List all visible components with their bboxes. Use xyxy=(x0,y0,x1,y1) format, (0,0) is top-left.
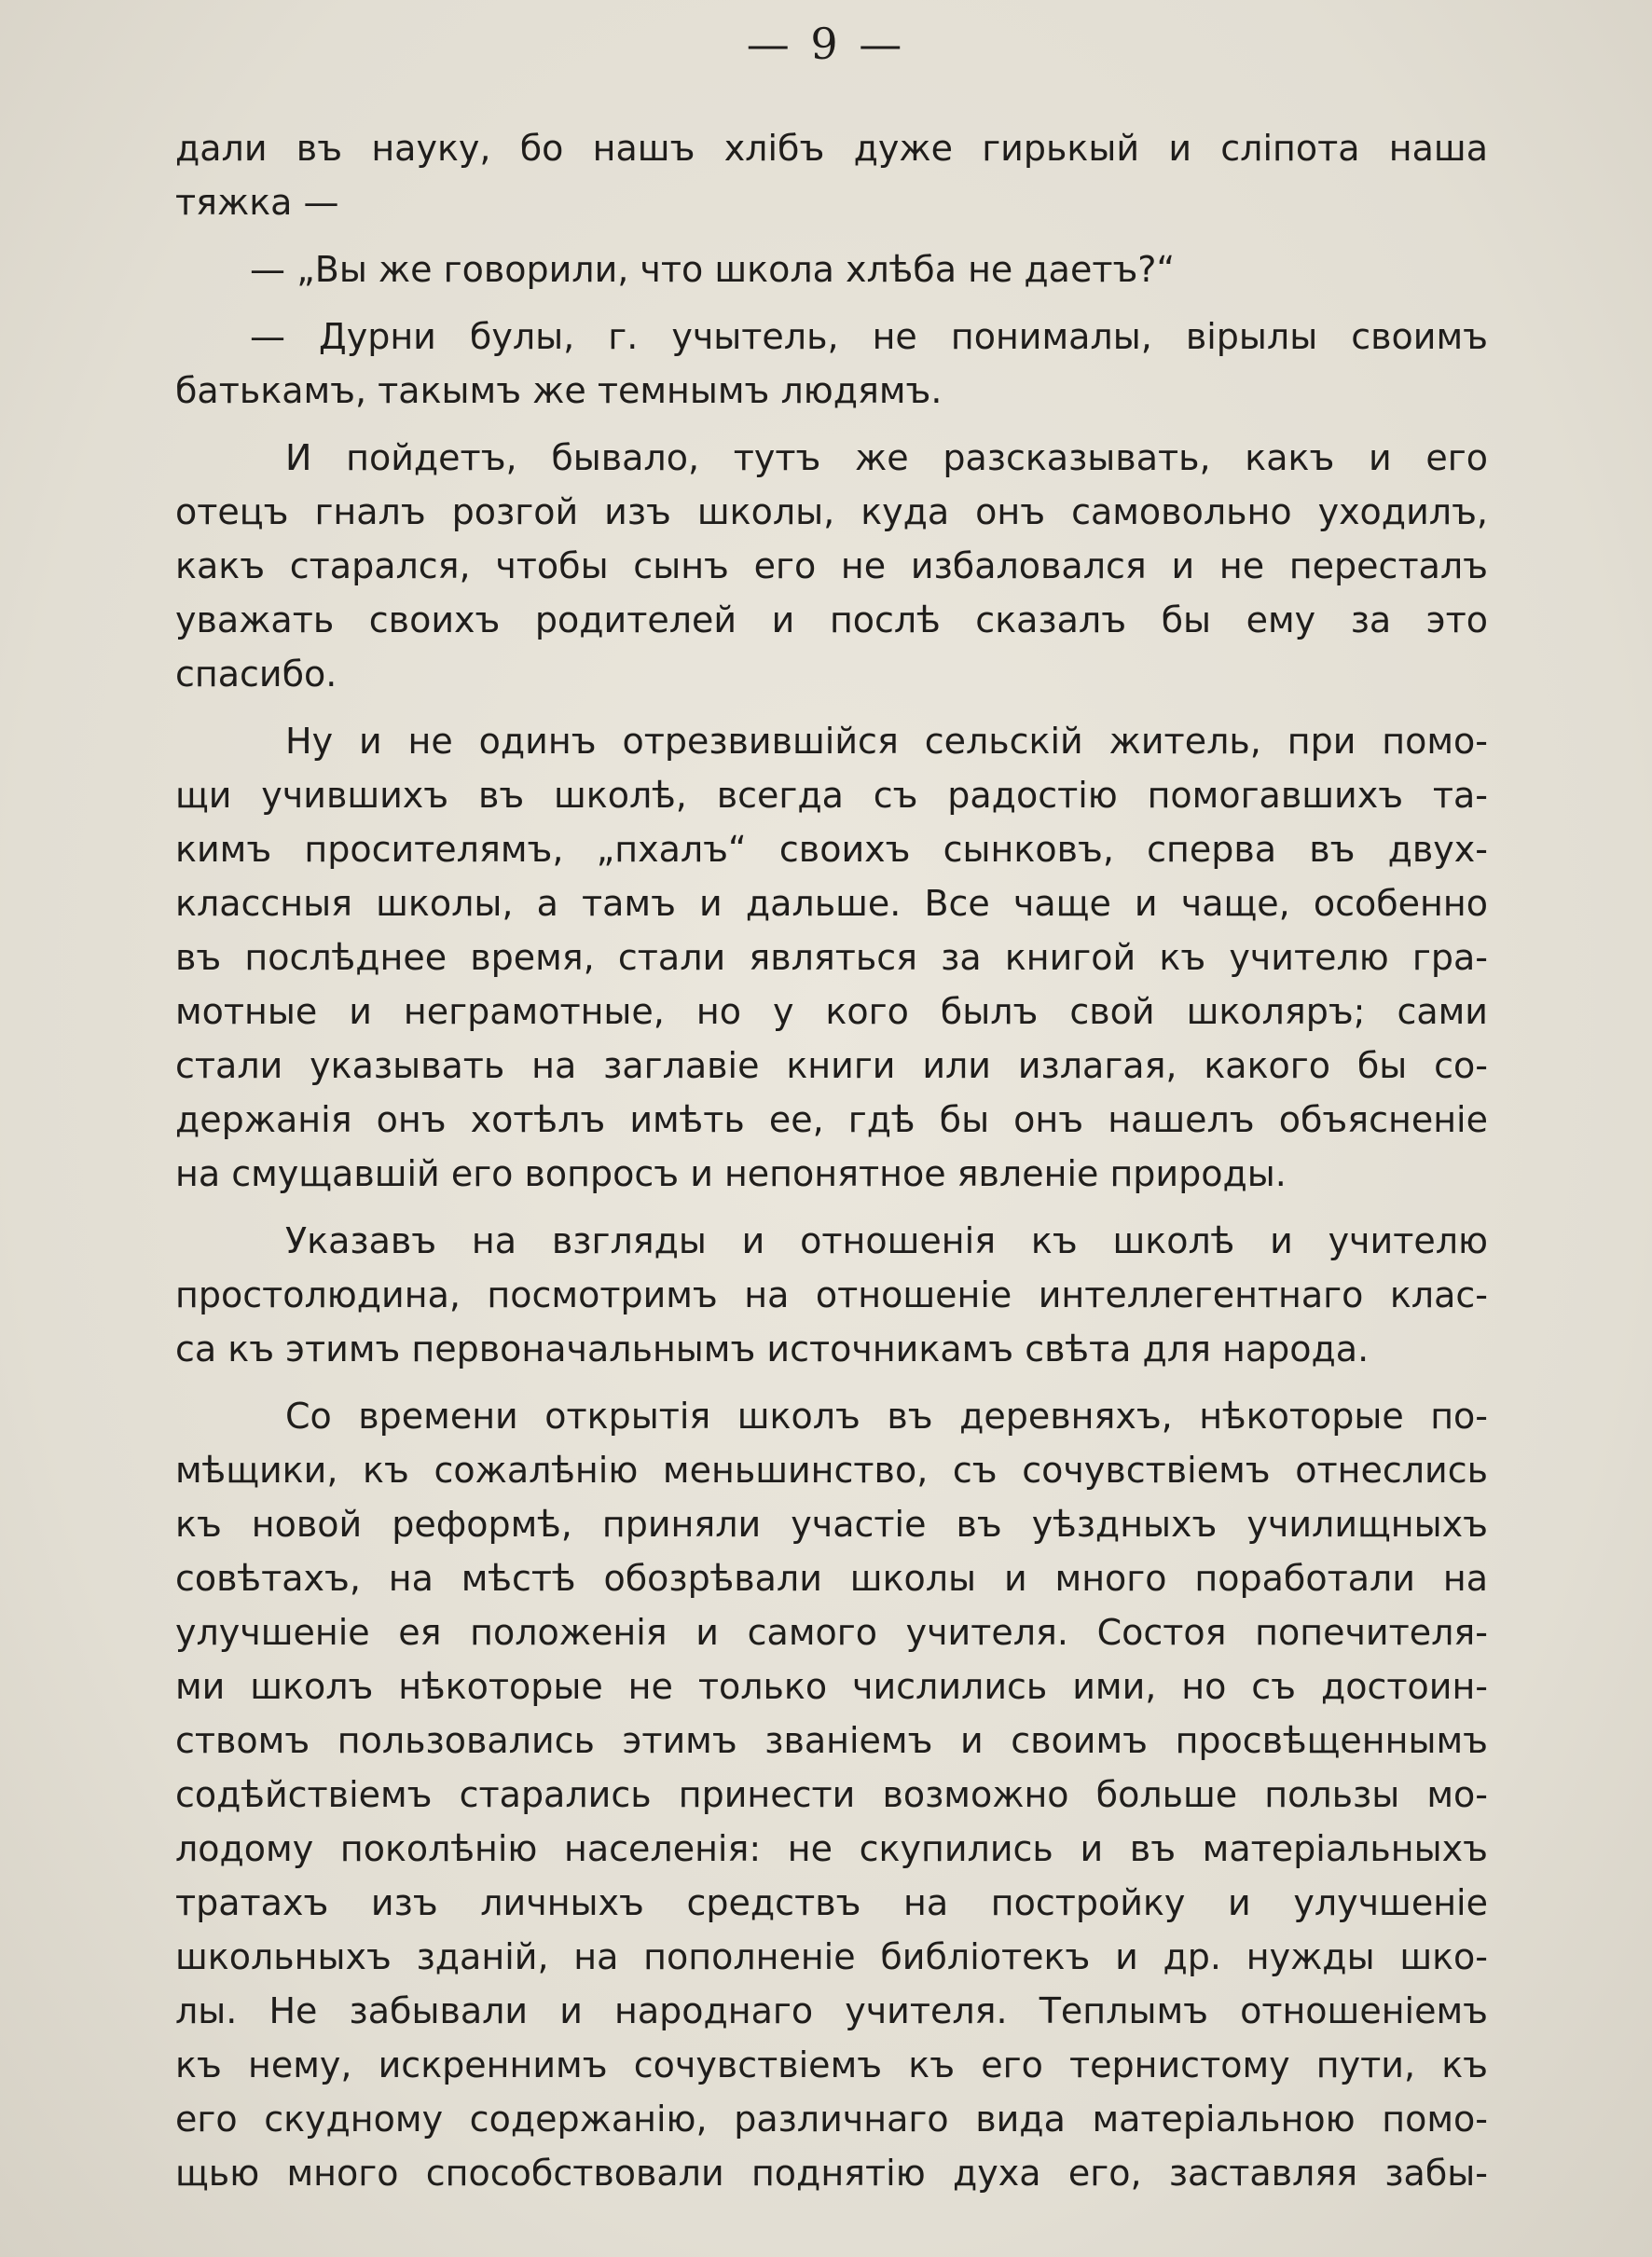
text-line: спасибо. xyxy=(175,654,337,695)
text-line: Со времени открытія школъ въ деревняхъ, нѣкоторые по- xyxy=(285,1396,1488,1437)
paragraph xyxy=(175,121,1488,229)
text-line: простолюдина, посмотримъ на отношеніе интеллегентнаго клас- xyxy=(175,1274,1488,1315)
text-line: щи учившихъ въ школѣ, всегда съ радостію помогавшихъ та- xyxy=(175,775,1488,816)
text-line: Указавъ на взгляды и отношенія къ школѣ и учителю xyxy=(285,1220,1488,1261)
text-line: совѣтахъ, на мѣстѣ обозрѣвали школы и много поработали на xyxy=(175,1558,1488,1599)
text-line: Ну и не одинъ отрезвившійся сельскій житель, при помо- xyxy=(285,721,1488,762)
page-number: — 9 — xyxy=(746,19,906,69)
text-line: стали указывать на заглавіе книги или излагая, какого бы со- xyxy=(175,1045,1488,1086)
text-line: тратахъ изъ личныхъ средствъ на постройку и улучшеніе xyxy=(175,1882,1488,1923)
body-text xyxy=(175,121,1488,2200)
paragraph xyxy=(175,1389,1488,2200)
text-line: держанія онъ хотѣлъ имѣть ее, гдѣ бы онъ нашелъ объясненіе xyxy=(175,1099,1488,1140)
text-line: — „Вы же говорили, что школа хлѣба не даетъ?“ xyxy=(250,249,1176,290)
text-line: И пойдетъ, бывало, тутъ же разсказывать, какъ и его xyxy=(285,437,1488,478)
text-line: ствомъ пользовались этимъ званіемъ и своимъ просвѣщеннымъ xyxy=(175,1720,1488,1761)
text-line: — Дурни булы, г. учытель, не понималы, вірылы своимъ xyxy=(250,316,1488,357)
text-line: мѣщики, къ сожалѣнію меньшинство, съ сочувствіемъ отнеслись xyxy=(175,1450,1488,1491)
text-line: уважать своихъ родителей и послѣ сказалъ бы ему за это xyxy=(175,599,1488,640)
paragraph xyxy=(175,1214,1488,1376)
text-line: на смущавшій его вопросъ и непонятное явленіе природы. xyxy=(175,1153,1287,1194)
text-line: содѣйствіемъ старались принести возможно больше пользы мо- xyxy=(175,1774,1488,1815)
text-line: его скудному содержанію, различнаго вида матеріальною помо- xyxy=(175,2099,1488,2140)
text-line: къ новой реформѣ, приняли участіе въ уѣздныхъ училищныхъ xyxy=(175,1504,1488,1545)
text-line: тяжка — xyxy=(175,182,339,223)
text-line: къ нему, искреннимъ сочувствіемъ къ его тернистому пути, къ xyxy=(175,2044,1488,2085)
text-line: батькамъ, такымъ же темнымъ людямъ. xyxy=(175,370,943,411)
text-line: са къ этимъ первоначальнымъ источникамъ свѣта для народа. xyxy=(175,1328,1370,1369)
paragraph xyxy=(175,431,1488,701)
text-line: лодому поколѣнію населенія: не скупились и въ матеріальныхъ xyxy=(175,1828,1488,1869)
paragraph xyxy=(175,714,1488,1201)
text-line: кимъ просителямъ, „пхалъ“ своихъ сынковъ, сперва въ двух- xyxy=(175,829,1488,870)
paragraph xyxy=(175,242,1488,296)
text-line: лы. Не забывали и народнаго учителя. Теплымъ отношеніемъ xyxy=(175,1990,1488,2031)
text-line: ми школъ нѣкоторые не только числились ими, но съ достоин- xyxy=(175,1666,1488,1707)
text-line: школьныхъ зданій, на пополненіе библіотекъ и др. нужды шко- xyxy=(175,1936,1488,1977)
text-line: отецъ гналъ розгой изъ школы, куда онъ самовольно уходилъ, xyxy=(175,491,1488,532)
text-line: мотные и неграмотные, но у кого былъ свой школяръ; сами xyxy=(175,991,1488,1032)
text-line: какъ старался, чтобы сынъ его не избаловался и не пересталъ xyxy=(175,545,1488,586)
text-line: въ послѣднее время, стали являться за книгой къ учителю гра- xyxy=(175,937,1488,978)
text-line: классныя школы, а тамъ и дальше. Все чаще и чаще, особенно xyxy=(175,883,1488,924)
paragraph xyxy=(175,310,1488,418)
text-line: улучшеніе ея положенія и самого учителя. Состоя попечителя- xyxy=(175,1612,1488,1653)
text-line: дали въ науку, бо нашъ хлібъ дуже гирькый и сліпота наша xyxy=(175,128,1488,169)
text-line: щью много способствовали поднятію духа его, заставляя забы- xyxy=(175,2153,1488,2194)
